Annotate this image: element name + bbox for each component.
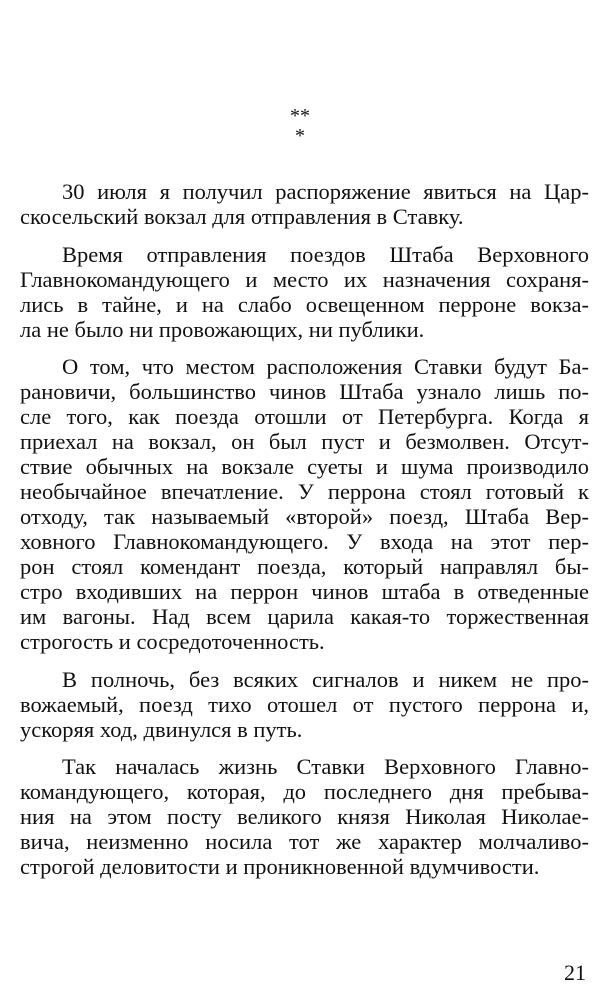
text-line: отходу, так называемый «второй» поезд, Штаба Вер- [20, 504, 589, 529]
text-line: ствие обычных на вокзале суеты и шума производило [20, 454, 589, 479]
text-line: 30 июля я получил распоряжение явиться на Цар- [62, 179, 589, 204]
text-line: ховного Главнокомандующего. У входа на этот пер- [20, 529, 589, 554]
text-line: вожаемый, поезд тихо отошел от пустого перрона и, [20, 691, 589, 717]
text-line: строгой деловитости и проникновенной вдумчивости. [20, 854, 540, 879]
text-line: рон стоял комендант поезда, который направлял бы- [20, 554, 589, 579]
text-line: ускоряя ход, двинулся в путь. [20, 716, 303, 742]
text-line: сле того, как поезда отошли от Петербурга. Когда я [20, 404, 589, 429]
text-line: Главнокомандующего и место их назначения сохраня- [20, 266, 589, 292]
text-line: скосельский вокзал для отправления в Ставку. [20, 204, 464, 229]
text-line: командующего, которая, до последнего дня пребыва- [20, 779, 589, 804]
text-line: Время отправления поездов Штаба Верховного [62, 241, 589, 267]
section-divider-asterisks [0, 106, 600, 148]
text-line: ла не было ни провожающих, ни публики. [20, 316, 425, 342]
text-line: рановичи, большинство чинов Штаба узнало лишь по- [20, 379, 589, 404]
text-line: лись в тайне, и на слабо освещенном перроне вокза- [20, 291, 589, 317]
text-line: О том, что местом расположения Ставки будут Ба- [62, 354, 589, 379]
text-line: необычайное впечатление. У перрона стоял готовый к [20, 479, 589, 504]
page-number: 21 [564, 960, 586, 985]
text-line: ния на этом посту великого князя Николая Николае- [20, 804, 589, 829]
text-line: Так началась жизнь Ставки Верховного Главно- [62, 754, 589, 779]
text-line: вича, неизменно носила тот же характер молчаливо- [20, 829, 589, 854]
text-line: стро входивших на перрон чинов штаба в отведенные [20, 579, 589, 604]
text-line: В полночь, без всяких сигналов и никем не про- [62, 666, 589, 692]
text-line: приехал на вокзал, он был пуст и безмолвен. Отсут- [20, 429, 589, 454]
asterisk-bottom: * [295, 125, 305, 147]
asterisk-top: ** [290, 105, 310, 127]
text-line: им вагоны. Над всем царила какая-то торжественная [20, 604, 589, 629]
text-line: строгость и сосредоточенность. [20, 629, 325, 654]
